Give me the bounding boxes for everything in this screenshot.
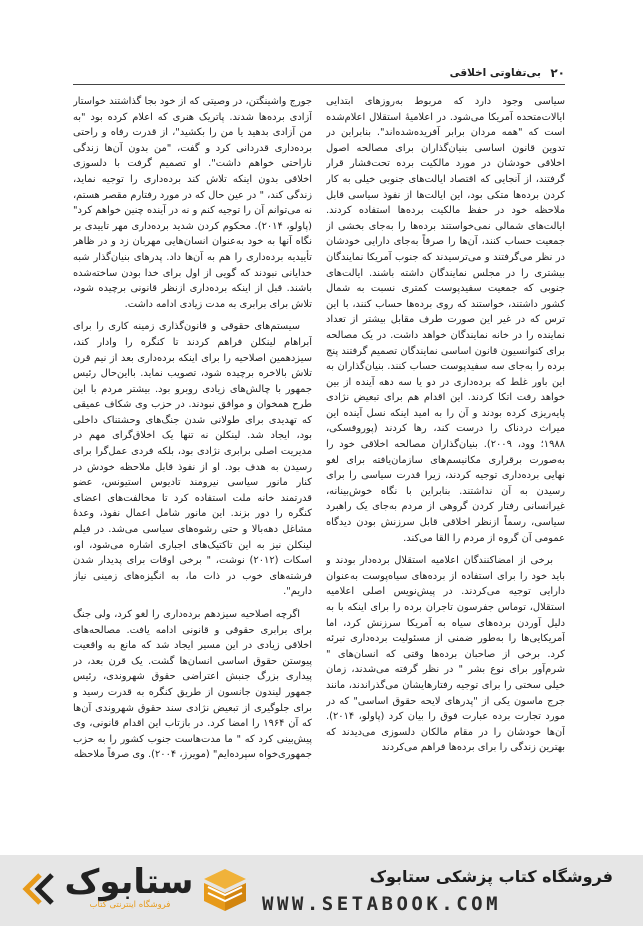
book-box-icon [200, 865, 250, 915]
store-url-link[interactable]: WWW.SETABOOK.COM [262, 893, 502, 915]
left-text-column [73, 94, 312, 854]
store-banner[interactable] [0, 855, 643, 926]
page-header [73, 64, 565, 85]
paragraph: جورج واشینگتن، در وصیتی که از خود بجا گذاشتند خواستار آزادی برده‌ها شدند. پاتریک هنری که اعلام کرده بود "به من آزادی بدهید یا من را بکشید"، از قدرت رفاه و راحتی برده‌داری قدردانی کرد و گفت، "من بدون آن‌ها زندگی ناراحتی خواهم داشت". او تصمیم گرفت با دلسوزی اخلاقی بدون اینکه تلاش کند برده‌داری را توجیه نماید، زندگی کند، " در عین حال که در مورد رفتارم مقصر هستم، نه می‌توانم آن را توجیه کنم و نه در آینده چنین خواهم کرد" (پاولو، ۲۰۱۴). محکوم کردن شدید برده‌داری مهر تاییدی بر نگاه آنها به خود به‌عنوان انسان‌هایی مهربان زد و در ظاهر تأییدیه برده‌داری را هم به آن‌ها داد. پدرهای بنیان‌گذار شبه خدایانی نبودند که گویی از اول برای خدا بودن ساخته‌شده باشند. قبل از اینکه برده‌داری ازنظر قانونی برچیده شود، تلاش برای برابری به مدت زیادی ادامه داشت. [73, 96, 312, 310]
page-number: ۲۰ [550, 66, 565, 80]
store-logo-text: ستابوک [64, 862, 194, 902]
paragraph: اگرچه اصلاحیه سیزدهم برده‌داری را لغو کرد، ولی جنگ برای برابری حقوقی و قانونی ادامه یافت. مصالحه‌های اخلاقی زیادی در این مسیر ایجاد شد که مانع به واقعیت پیوستن حقوق اساسی انسان‌ها گشت. یک قرن بعد، در پیداری بزرگ جنبش اعتراضی حقوق شهروندی، رئیس جمهور لیندون جانسون از طریق کنگره به قدرت رسید و برای جلوگیری از تبعیض نژادی سند حقوق شهروندی آن‌ها که آن ۱۹۶۴ را امضا کرد. در بازتاب این اقدام قانونی، وی پیش‌بینی کرد که " ما مدت‌هاست جنوب کشور را به حزب جمهوری‌خواه سپرده‌ایم" (مویرز، ۲۰۰۴). وی صرفاً ملاحظه [73, 609, 312, 761]
paragraph: سیاسی وجود دارد که مربوط به‌روزهای ابتدایی ایالات‌متحده آمریکا می‌شود. در اعلامیهٔ استقلال اعلام‌شده است که "همه مردان برابر آفریده‌شده‌اند". بنابراین در تدوین قانون اساسی بنیان‌گذاران برای مصالحه اصول اخلاقی خودشان در مورد مالکیت برده تحت‌فشار قرار گرفتند، از آنجایی که اقتصاد ایالت‌های جنوبی خیلی به کار کردن برده‌ها متکی بود، این ایالت‌ها از نفوذ سیاسی قابل ملاحظه خود در حفظ مالکیت برده‌ها استفاده کردند. ایالت‌های شمالی نمی‌خواستند برده‌ها را به‌جای بخشی از جمعیت حساب کنند، آن‌ها را صرفاً به‌جای دارایی خودشان در نظر می‌گرفتند و می‌ترسیدند که جنوب آمریکا نمایندگان بیشتری را در مجلس نمایندگان داشته باشند. ایالت‌های جنوبی که جمعیت سفیدپوست کمتری نسبت به شمال کشور داشتند، خواستند که روی برده‌ها حساب کنند، با این ترس که در غیر این صورت طرف مقابل بیشتر از تعداد نماینده را در خانه نمایندگان خواهد داشت. در یک مصالحه برای کنوانسیون قانون اساسی نمایندگان تصمیم گرفتند پنج برده را به‌جای سه سفیدپوست حساب کنند. بنیان‌گذاران به این باور غلط که برده‌داری در دو یا سه دهه آینده از بین خواهد رفت اتکا کردند. این اقدام هم برای تبعیض نژادی پایه‌ریزی کرده بودند و آن را به امید اینکه نسل آینده این میراث دردناک را درست کند، رها کردند (پوروفسکی، ۱۹۸۸؛ وود، ۲۰۰۹). بنیان‌گذاران مصالحه اخلاقی خود را به‌صورت برقراری مکانیسم‌های سازمان‌یافته برای لغو نهایی برده‌داری توجیه کردند، زیرا قدرت سیاسی را برای رسیدن به آن نداشتند. بنابراین با نگاه خوش‌بینانه، غیرانسانی رفتار کردن گروهی از مردم به‌جای یک راهبرد سیاسی، رسماً ازنظر اخلاقی قابل سرزنش بودن دیدگاه عمومی آن گروه از مردم را القا می‌کند. [326, 96, 565, 544]
paragraph: برخی از امضاکنندگان اعلامیه استقلال برده‌دار بودند و باید خود را برای استفاده از برده‌های سیاه‌پوست به‌عنوان دارایی توجیه می‌کردند. در پیش‌نویس اصلی اعلامیه استقلال، توماس جفرسون تاجران برده را برای اینکه با به دلیل آوردن برده‌های سیاه به آمریکا سرزنش کرد، اما آمریکایی‌ها را به‌طور ضمنی از مسئولیت برده‌داری تبرئه کرد. برخی از صاحبان برده‌ها وقتی که انسان‌های " شرم‌آور برای نوع بشر " در نظر گرفته می‌شدند، زمان خیلی سختی را برای توجیه رفتارهایشان می‌گذراندند، مانند جرج ماسون یکی از "پدرهای لایحه حقوق اساسی" که در مورد تجارت برده عبارت فوق را بیان کرد (پاولو، ۲۰۱۴). آن‌ها خودشان را در مقام مالکان دلسوزی می‌دیدند که بهترین زندگی را برای برده‌ها فراهم می‌کردند [326, 555, 565, 754]
store-name: فروشگاه کتاب پزشکی ستابوک [369, 867, 613, 886]
paragraph: سیستم‌های حقوقی و قانون‌گذاری زمینه کاری را برای آبراهام لینکلن فراهم کردند تا کنگره را وادار کند، سیزدهمین اصلاحیه را برای اینکه برده‌داری بعد از نیم قرن تلاش بالاخره برچیده شود، تصویب نماید. بااین‌حال رئیس جمهور با چالش‌های زیادی روبرو بود. بیشتر مردم با این طرح همخوان و موافق نبودند. در حزب وی شکاف عمیقی که تهدیدی برای طولانی شدن جنگ‌های وحشتناک داخلی بود، ایجاد شد. لینکلن نه تنها یک اخلاق‌گرای مهم در مدیریت اصلی برابری نژادی بود، بلکه فردی عمل‌گرا برای رسیدن به هدف بود. او از نفوذ قابل ملاحظه خودش در کنار مانور سیاسی نیرومند تادیوس استیونس، عضو قدرتمند خانه ملت استفاده کرد تا مخالفت‌های اعضای کنگره را دور بزند. این مانور شامل اعمال نفوذ، وعدهٔ مشاغل دهه‌بالا و حتی رشوه‌های سیاسی می‌شد. در فیلم لینکلن نیز به این تاکتیک‌های اجباری اشاره می‌شود، او، اسکات (۲۰۱۲) نوشت، " برخی اوقات برای پدیدار شدن فرشته‌های خوب در ذات ما، به انگیزه‌های زمینی نیاز داریم". [73, 321, 312, 598]
right-text-column [326, 94, 565, 854]
chevron-logo-icon [14, 869, 54, 909]
running-title: بی‌تفاوتی اخلاقی [449, 67, 541, 79]
store-logo-subtitle: فروشگاه اینترنتی کتاب [89, 900, 171, 910]
